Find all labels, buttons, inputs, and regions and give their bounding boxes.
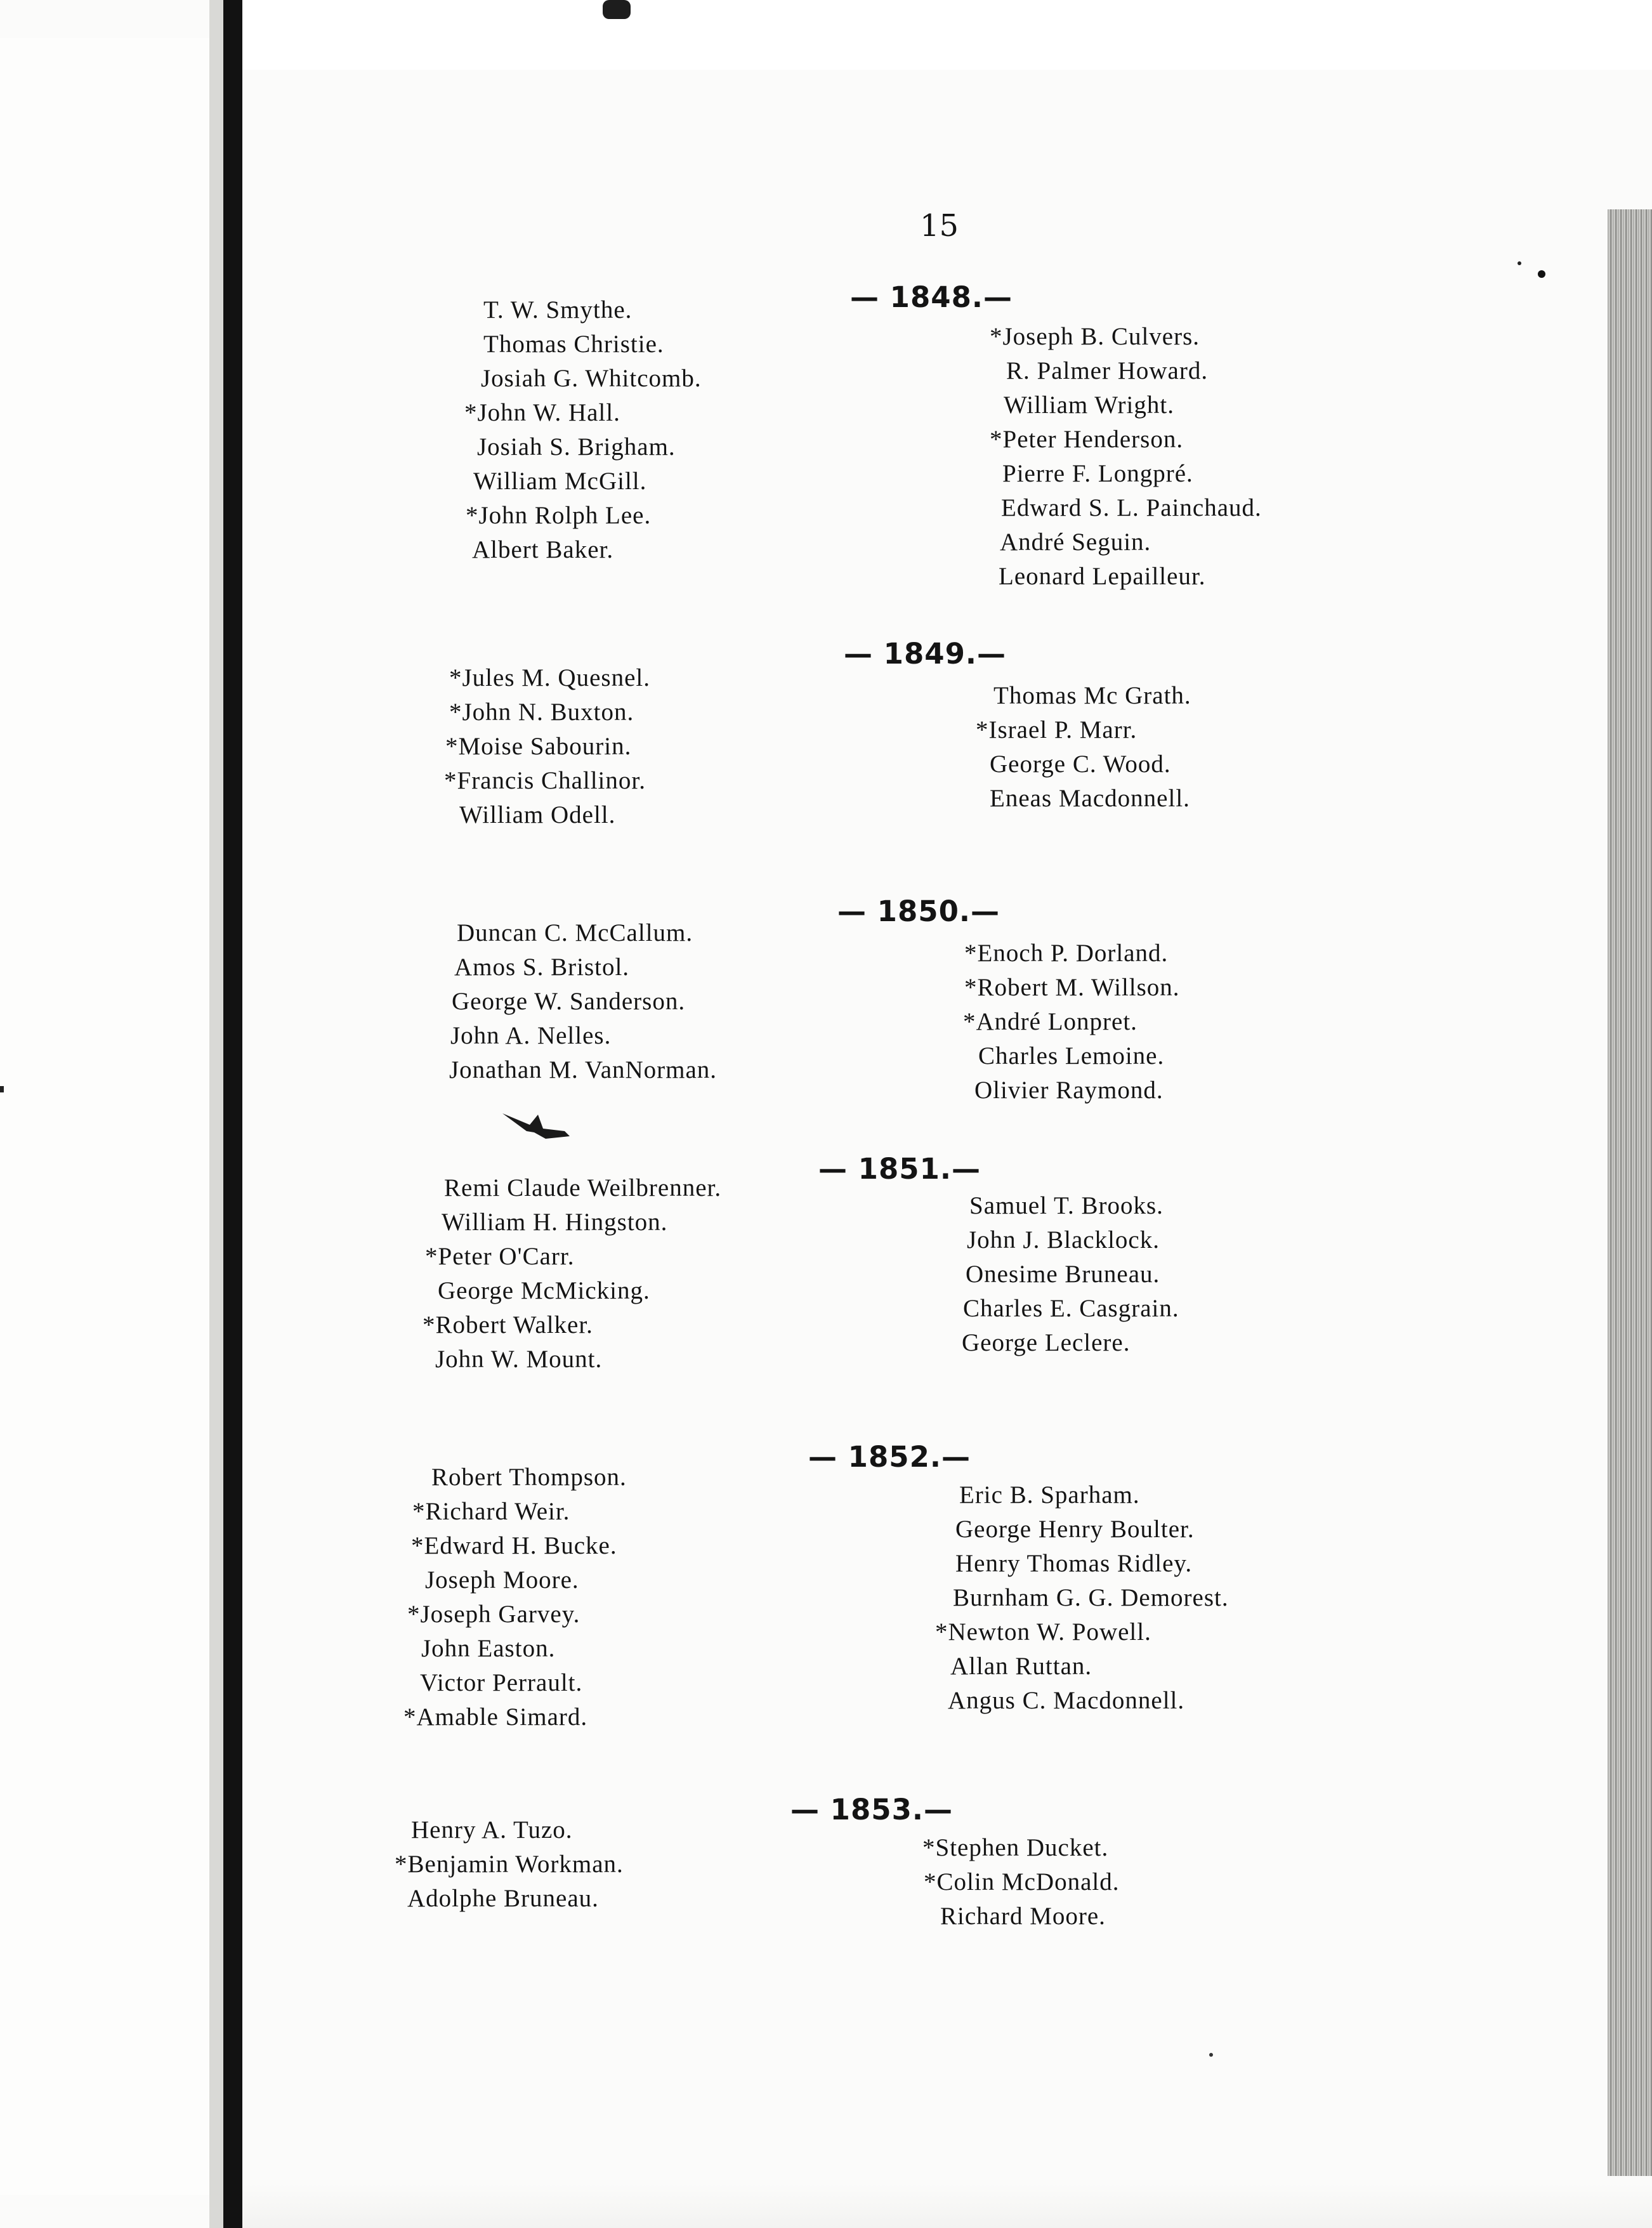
name-entry: Olivier Raymond. bbox=[974, 1077, 1164, 1104]
name-entry: *Israel P. Marr. bbox=[976, 716, 1137, 744]
name-entry: Victor Perrault. bbox=[420, 1669, 583, 1696]
name-entry: Robert Thompson. bbox=[431, 1464, 627, 1491]
name-entry: *Stephen Ducket. bbox=[922, 1834, 1109, 1861]
name-entry: John J. Blacklock. bbox=[967, 1226, 1160, 1254]
name-entry: Adolphe Bruneau. bbox=[407, 1885, 599, 1912]
name-entry: *Joseph Garvey. bbox=[407, 1601, 580, 1628]
name-entry: William McGill. bbox=[473, 468, 647, 495]
name-entry: Pierre F. Longpré. bbox=[1002, 460, 1193, 487]
name-entry: Henry A. Tuzo. bbox=[411, 1816, 573, 1844]
name-entry: Amos S. Bristol. bbox=[454, 953, 630, 981]
page-edges bbox=[1608, 209, 1652, 2176]
name-entry: T. W. Smythe. bbox=[483, 296, 633, 324]
name-entry: John Easton. bbox=[421, 1635, 556, 1662]
name-entry: William Odell. bbox=[459, 801, 616, 829]
facing-page bbox=[0, 38, 209, 2195]
name-entry: R. Palmer Howard. bbox=[1006, 357, 1209, 384]
scan-speck bbox=[0, 1086, 4, 1092]
name-entry: Charles E. Casgrain. bbox=[963, 1295, 1179, 1322]
name-entry: *Robert M. Willson. bbox=[964, 974, 1180, 1001]
name-entry: *Joseph B. Culvers. bbox=[990, 323, 1200, 350]
name-entry: Charles Lemoine. bbox=[978, 1042, 1165, 1070]
name-entry: Henry Thomas Ridley. bbox=[955, 1550, 1193, 1577]
name-entry: *John N. Buxton. bbox=[449, 698, 634, 726]
name-entry: William Wright. bbox=[1004, 391, 1174, 419]
name-entry: Burnham G. G. Demorest. bbox=[953, 1584, 1229, 1611]
year-heading-1853: — 1853.— bbox=[790, 1793, 954, 1826]
name-entry: Angus C. Macdonnell. bbox=[948, 1687, 1185, 1714]
name-entry: George Henry Boulter. bbox=[955, 1516, 1195, 1543]
name-entry: *Newton W. Powell. bbox=[935, 1618, 1151, 1646]
page-top-edge bbox=[242, 0, 1652, 70]
name-entry: *Peter O'Carr. bbox=[425, 1243, 575, 1270]
name-entry: *Robert Walker. bbox=[423, 1311, 593, 1339]
name-entry: *Colin McDonald. bbox=[924, 1868, 1120, 1896]
page-bottom-edge bbox=[242, 2184, 1652, 2228]
name-entry: John A. Nelles. bbox=[450, 1022, 612, 1049]
name-entry: *Jules M. Quesnel. bbox=[449, 664, 650, 691]
name-entry: Richard Moore. bbox=[940, 1903, 1106, 1930]
name-entry: *Moise Sabourin. bbox=[445, 733, 632, 760]
scan-speck bbox=[1518, 261, 1521, 265]
name-entry: Remi Claude Weilbrenner. bbox=[444, 1174, 722, 1202]
book-gutter bbox=[223, 0, 242, 2228]
gutter-shadow bbox=[209, 0, 223, 2228]
ink-smudge bbox=[501, 1101, 577, 1145]
name-entry: John W. Mount. bbox=[435, 1346, 603, 1373]
year-heading-1849: — 1849.— bbox=[844, 637, 1007, 671]
name-entry: Allan Ruttan. bbox=[950, 1653, 1092, 1680]
name-entry: *Enoch P. Dorland. bbox=[964, 940, 1169, 967]
year-heading-1848: — 1848.— bbox=[850, 280, 1013, 314]
name-entry: *Benjamin Workman. bbox=[395, 1851, 624, 1878]
name-entry: Thomas Christie. bbox=[483, 331, 664, 358]
name-entry: Eric B. Sparham. bbox=[959, 1481, 1140, 1509]
name-entry: Edward S. L. Painchaud. bbox=[1001, 494, 1262, 521]
name-entry: Onesime Bruneau. bbox=[966, 1261, 1160, 1288]
name-entry: Josiah G. Whitcomb. bbox=[481, 365, 702, 392]
name-entry: Leonard Lepailleur. bbox=[999, 563, 1206, 590]
name-entry: Joseph Moore. bbox=[425, 1566, 579, 1594]
scan-speck bbox=[1538, 270, 1545, 278]
name-entry: Eneas Macdonnell. bbox=[990, 785, 1190, 812]
name-entry: *John Rolph Lee. bbox=[466, 502, 652, 529]
year-heading-1850: — 1850.— bbox=[837, 894, 1000, 928]
name-entry: *Francis Challinor. bbox=[444, 767, 646, 794]
name-entry: George Leclere. bbox=[962, 1329, 1131, 1356]
name-entry: Albert Baker. bbox=[472, 536, 614, 563]
name-entry: André Seguin. bbox=[1000, 528, 1151, 556]
name-entry: *Amable Simard. bbox=[403, 1703, 588, 1731]
name-entry: *Peter Henderson. bbox=[990, 426, 1184, 453]
name-entry: *Richard Weir. bbox=[412, 1498, 570, 1525]
name-entry: William H. Hingston. bbox=[442, 1209, 668, 1236]
name-entry: Thomas Mc Grath. bbox=[993, 682, 1191, 709]
name-entry: George C. Wood. bbox=[990, 750, 1171, 778]
name-entry: *André Lonpret. bbox=[963, 1008, 1137, 1035]
name-entry: *Edward H. Bucke. bbox=[411, 1532, 617, 1559]
scan-speck bbox=[603, 0, 631, 19]
name-entry: George W. Sanderson. bbox=[452, 988, 686, 1015]
name-entry: George McMicking. bbox=[438, 1277, 650, 1304]
name-entry: Josiah S. Brigham. bbox=[477, 433, 676, 461]
name-entry: *John W. Hall. bbox=[464, 399, 620, 426]
scan-speck bbox=[1209, 2053, 1213, 2057]
name-entry: Jonathan M. VanNorman. bbox=[449, 1056, 718, 1084]
year-heading-1851: — 1851.— bbox=[818, 1152, 981, 1186]
name-entry: Samuel T. Brooks. bbox=[969, 1192, 1164, 1219]
year-heading-1852: — 1852.— bbox=[808, 1440, 971, 1474]
page-number: 15 bbox=[920, 208, 959, 244]
name-entry: Duncan C. McCallum. bbox=[457, 919, 693, 947]
